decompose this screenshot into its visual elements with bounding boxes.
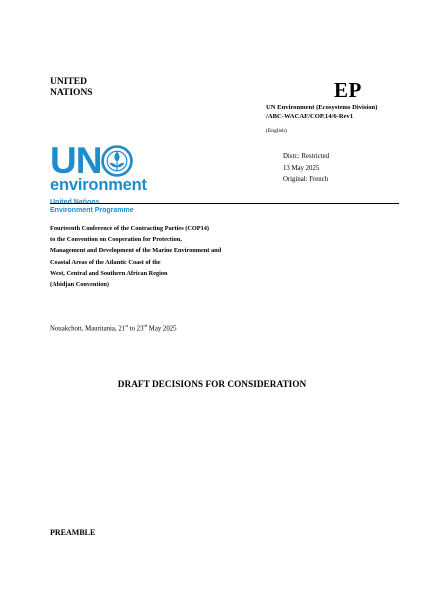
reference-line2: /ABC-WACAF/COP.14/6-Rev1 (266, 113, 354, 120)
org-name-line2: NATIONS (50, 88, 93, 98)
logo-subtitle-line2: Environment Programme (50, 207, 134, 214)
reference-line1: UN Environment (Ecosystems Division) (266, 104, 378, 111)
place-suffix: May 2025 (147, 325, 177, 333)
conference-line: Fourteenth Conference of the Contracting Parties (COP14) (50, 225, 210, 232)
ordinal-suffix: st (125, 323, 128, 328)
conference-line: (Abidjan Convention) (50, 281, 109, 289)
ordinal-suffix: rd (143, 323, 148, 328)
distribution-block (283, 151, 329, 186)
header-divider (50, 203, 399, 204)
place-middle: to 23 (128, 325, 144, 333)
conference-line: to the Convention on Cooperation for Protection, (50, 236, 182, 244)
org-name (50, 77, 93, 99)
distribution-original-language: Original: French (283, 176, 329, 183)
conference-line: Management and Development of the Marine Environment and (50, 247, 222, 255)
document-title: DRAFT DECISIONS FOR CONSIDERATION (117, 380, 307, 390)
meeting-place-date (50, 323, 177, 332)
un-emblem-icon (100, 144, 134, 178)
conference-line: West, Central and Southern African Region (50, 269, 168, 277)
logo-subtitle (50, 199, 134, 215)
org-name-line1: UNITED (50, 77, 87, 87)
document-symbol: EP (334, 78, 362, 102)
place-prefix: Nouakchott, Mauritania, 21 (50, 325, 126, 333)
language-note: (English) (266, 128, 287, 134)
conference-title-block (50, 223, 290, 290)
distribution-status: Distr.: Restricted (283, 153, 330, 160)
logo-environment-text: environment (50, 176, 147, 194)
un-environment-logo (50, 140, 160, 219)
section-heading-preamble: PREAMBLE (50, 528, 96, 537)
logo-un-text: UN (50, 140, 102, 181)
distribution-date: 13 May 2025 (283, 164, 320, 172)
document-reference (266, 103, 377, 121)
conference-line: Coastal Areas of the Atlantic Coast of the (50, 258, 161, 266)
